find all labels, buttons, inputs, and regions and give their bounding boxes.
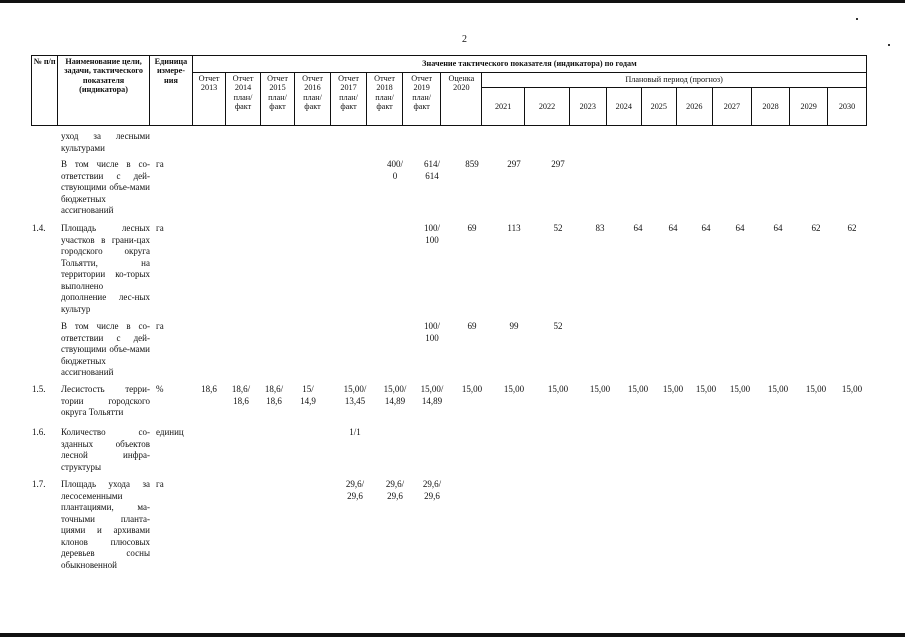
plan-value-cell: 64 [668, 223, 678, 233]
value-cell-2019: 100/ 100 [423, 223, 440, 245]
header-year: 2024 [606, 88, 642, 126]
plan-value-cell: 297 [551, 159, 565, 169]
plan-value-cell: 52 [553, 321, 563, 331]
header-num: № п/п [32, 56, 58, 126]
header-year: 2026 [676, 88, 713, 126]
header-year: 2030 [828, 88, 867, 126]
header-year: 2022 [525, 88, 570, 126]
value-cell-2019: 614/ 614 [423, 159, 440, 181]
value-cell-2017: 15,00/ 13,45 [343, 384, 367, 406]
unit-cell: га [156, 159, 164, 169]
value-cell-2014: 18,6/ 18,6 [231, 384, 251, 406]
header-year: 2027 [713, 88, 752, 126]
header-2017: Отчет 2017 план/ факт [330, 73, 367, 126]
header-2015: Отчет 2015 план/ факт [260, 73, 294, 126]
plan-value-cell: 15,00 [841, 384, 863, 394]
plan-value-cell: 62 [847, 223, 857, 233]
plan-value-cell: 62 [811, 223, 821, 233]
header-plan-period: Плановый период (прогноз) [482, 73, 867, 88]
value-cell-2019: 100/ 100 [423, 321, 440, 343]
page-edge-bottom [0, 633, 905, 637]
unit-cell: га [156, 223, 164, 233]
row-number: 1.5. [32, 384, 46, 394]
value-cell-2020: 69 [467, 321, 477, 331]
value-cell-2019: 29,6/ 29,6 [422, 479, 442, 501]
plan-value-cell: 52 [553, 223, 563, 233]
plan-value-cell: 15,00 [503, 384, 525, 394]
value-cell-2020: 15,00 [461, 384, 483, 394]
value-cell-2017: 29,6/ 29,6 [345, 479, 365, 501]
header-2020: Оценка 2020 [441, 73, 482, 126]
plan-value-cell: 15,00 [627, 384, 649, 394]
page-number: 2 [462, 34, 467, 45]
header-year: 2021 [482, 88, 525, 126]
value-cell-2015: 18,6/ 18,6 [264, 384, 284, 406]
page-edge-top [0, 0, 905, 3]
plan-value-cell: 15,00 [547, 384, 569, 394]
header-year: 2028 [751, 88, 790, 126]
indicator-name: Площадь лесных участков в грани-цах городского округа Тольятти, на территории ко-торых выполнено дополнение лес-ных культур [61, 223, 150, 314]
indicator-name: В том числе в со-ответствии с дей-ствующими объе-мами бюджетных ассигнований [61, 159, 150, 215]
plan-value-cell: 113 [507, 223, 521, 233]
indicator-name: В том числе в со-ответствии с дей-ствующими объе-мами бюджетных ассигнований [61, 321, 150, 377]
unit-cell: % [156, 384, 164, 394]
value-cell-2018: 15,00/ 14,89 [383, 384, 407, 406]
plan-value-cell: 64 [701, 223, 711, 233]
header-2019: Отчет 2019 план/ факт [402, 73, 441, 126]
plan-value-cell: 15,00 [662, 384, 684, 394]
value-cell-2020: 69 [467, 223, 477, 233]
scan-speck [888, 44, 890, 46]
plan-value-cell: 64 [633, 223, 643, 233]
header-year: 2023 [569, 88, 606, 126]
unit-cell: га [156, 479, 164, 489]
plan-value-cell: 15,00 [767, 384, 789, 394]
header-name: Наименование цели, задачи, тактического показателя (индикатора) [58, 56, 150, 126]
header-2016: Отчет 2016 план/ факт [295, 73, 331, 126]
row-number: 1.6. [32, 427, 46, 437]
plan-value-cell: 15,00 [805, 384, 827, 394]
plan-value-cell: 64 [735, 223, 745, 233]
plan-value-cell: 83 [595, 223, 605, 233]
plan-value-cell: 99 [509, 321, 519, 331]
indicator-name: Количество со-зданных объектов лесной инфра-структуры [61, 427, 150, 472]
unit-cell: га [156, 321, 164, 331]
header-year: 2029 [790, 88, 828, 126]
value-cell-2018: 400/ 0 [386, 159, 403, 181]
value-cell-2016: 15/ 14,9 [300, 384, 316, 406]
value-cell-2018: 29,6/ 29,6 [385, 479, 405, 501]
header-2013: Отчет 2013 [192, 73, 225, 126]
value-cell-2020: 859 [465, 159, 479, 169]
plan-value-cell: 15,00 [589, 384, 611, 394]
indicator-name: Лесистость терри-тории городского округа Тольятти [61, 384, 150, 417]
unit-cell: единиц [156, 427, 184, 437]
header-2014: Отчет 2014 план/ факт [226, 73, 260, 126]
row-number: 1.4. [32, 223, 46, 233]
value-cell-2017: 1/1 [349, 427, 361, 437]
indicator-name: Площадь ухода за лесосеменными плантациями, ма-точными планта-циями и архивами клонов плюсовых деревьев сосны обыкновенной [61, 479, 150, 570]
plan-value-cell: 64 [773, 223, 783, 233]
row-number: 1.7. [32, 479, 46, 489]
value-cell-2013: 18,6 [201, 384, 217, 394]
value-cell-2019: 15,00/ 14,89 [420, 384, 444, 406]
plan-value-cell: 15,00 [695, 384, 717, 394]
header-unit: Единица измере-ния [150, 56, 193, 126]
scan-speck [856, 18, 858, 20]
plan-value-cell: 15,00 [729, 384, 751, 394]
header-year: 2025 [642, 88, 676, 126]
header-2018: Отчет 2018 план/ факт [367, 73, 403, 126]
plan-value-cell: 297 [507, 159, 521, 169]
table-header [31, 55, 867, 126]
header-values: Значение тактического показателя (индикатора) по годам [192, 56, 866, 73]
indicator-name: уход за лесными культурами [61, 131, 150, 153]
